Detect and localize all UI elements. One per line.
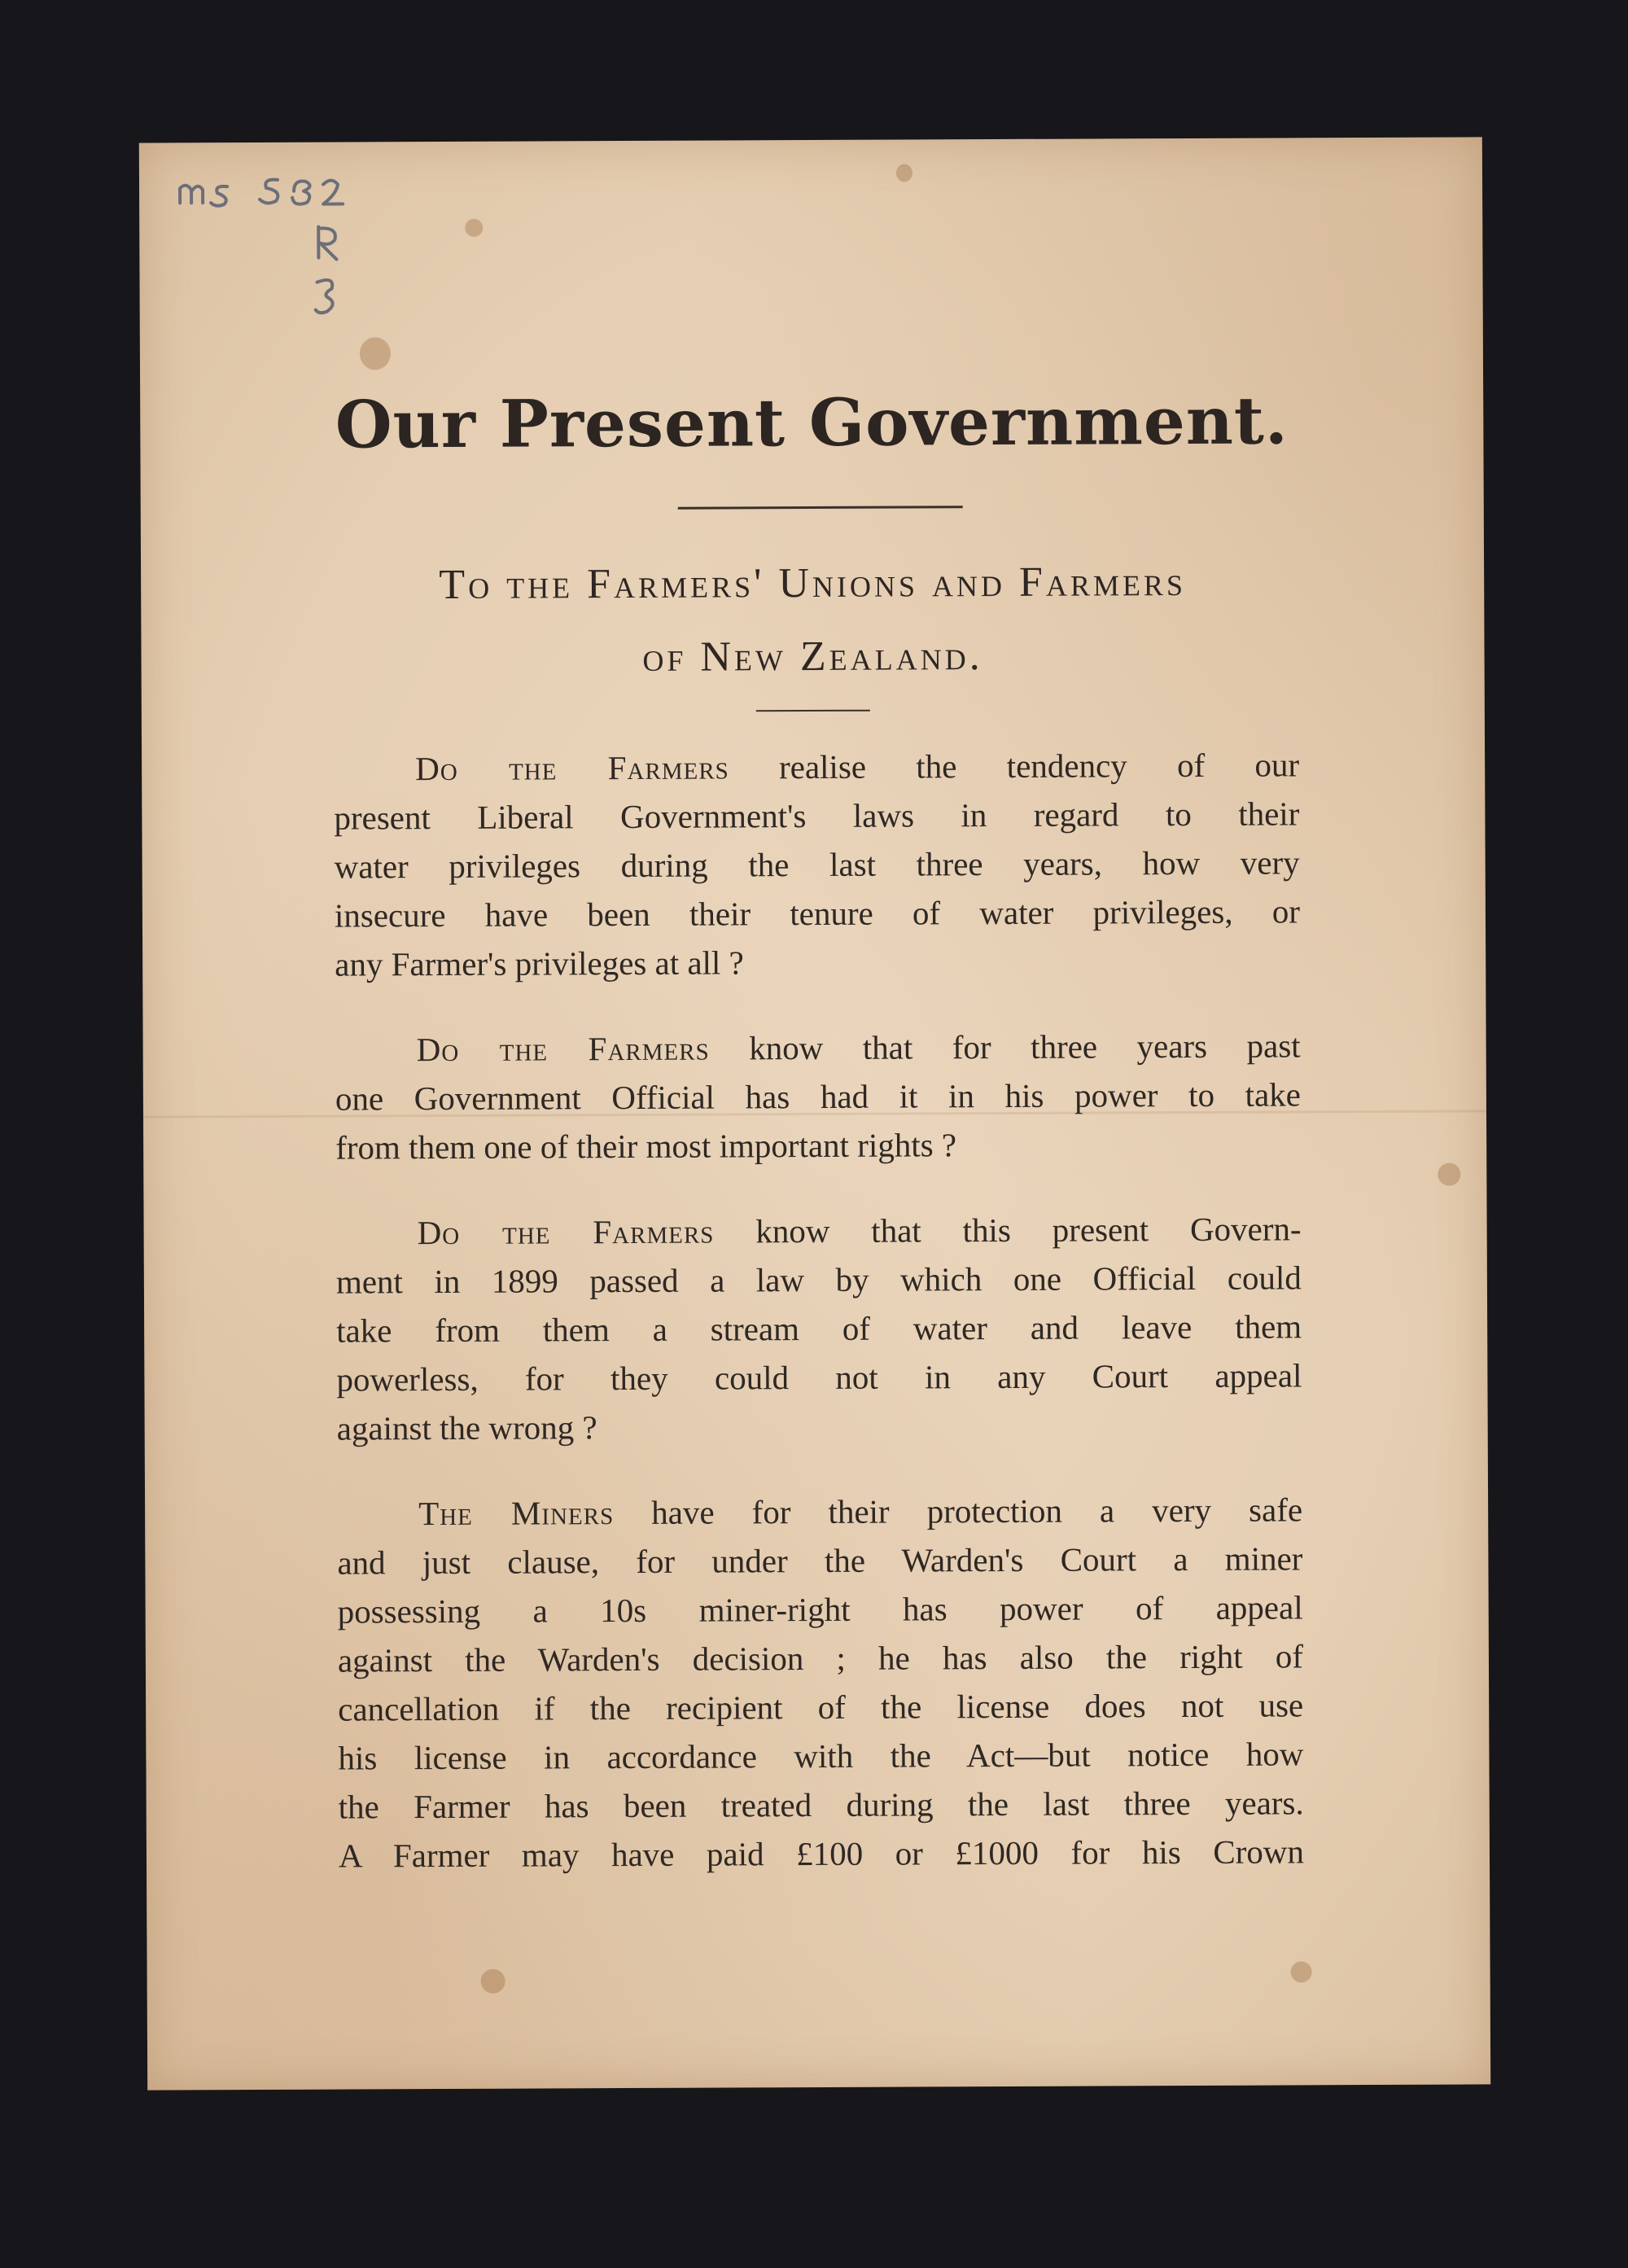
paragraph-line: ment in 1899 passed a law by which one Official could [335, 1259, 1302, 1301]
paper-stain [896, 164, 912, 182]
paragraph-line: cancellation if the recipient of the license does not use [338, 1686, 1304, 1728]
paragraph-line: against the Warden's decision ; he has also the right of [337, 1637, 1304, 1679]
paragraph-line [335, 1021, 1301, 1074]
paragraph-text: know that this present Govern- [714, 1210, 1302, 1250]
paragraph-lead-in: Do the Farmers [415, 748, 729, 788]
paragraph-line: A Farmer may have paid £100 or £1000 for his Crown [338, 1832, 1305, 1875]
paragraph [336, 1204, 1302, 1452]
document-page [139, 137, 1490, 2090]
paragraph-line: water privileges during the last three years, how very [334, 843, 1300, 886]
document-body [334, 740, 1304, 1916]
paragraph-line: present Liberal Government's laws in regard to their [334, 795, 1300, 837]
subtitle-line-1: To the Farmers' Unions and Farmers [439, 558, 1187, 609]
paragraph [337, 1485, 1304, 1880]
paragraph-line: insecure have been their tenure of water privileges, or [334, 892, 1301, 935]
paragraph-line: any Farmer's privileges at all ? [335, 944, 744, 983]
paper-stain [1438, 1163, 1460, 1186]
handwritten-reference-mark [164, 153, 392, 333]
paragraph-line: possessing a 10s miner-right has power of appeal [337, 1588, 1303, 1631]
paper-stain [360, 337, 391, 370]
paragraph-text: know that for three years past [709, 1027, 1301, 1067]
subtitle-line-2: of New Zealand. [642, 633, 983, 681]
document-title: Our Present Government. [335, 382, 1289, 463]
subtitle-divider-line [756, 710, 870, 712]
paragraph-line: take from them a stream of water and leave them [336, 1307, 1302, 1350]
paragraph-line [337, 1485, 1302, 1538]
document-subtitle [141, 544, 1485, 696]
paragraph-text: have for their protection a very safe [614, 1491, 1303, 1532]
paragraph-line: and just clause, for under the Warden's Court a miner [337, 1539, 1303, 1582]
paper-stain [465, 219, 483, 237]
paragraph [334, 740, 1300, 988]
paragraph-line: one Government Official has had it in his power to take [335, 1075, 1302, 1118]
paragraph-line [336, 1204, 1302, 1257]
paragraph [335, 1021, 1302, 1171]
paragraph-line [334, 740, 1299, 793]
paragraph-line: the Farmer has been treated during the last three years. [338, 1784, 1304, 1826]
paragraph-line: powerless, for they could not in any Court appeal [336, 1356, 1302, 1399]
paper-stain [1291, 1961, 1312, 1982]
paragraph-lead-in: The Miners [418, 1494, 615, 1533]
paragraph-text: realise the tendency of our [729, 746, 1300, 786]
paragraph-line: from them one of their most important rights ? [335, 1126, 957, 1167]
paragraph-line: his license in accordance with the Act—but notice how [338, 1735, 1304, 1777]
paragraph-lead-in: Do the Farmers [416, 1029, 710, 1069]
archive-reference-handwriting [164, 153, 392, 333]
paper-stain [481, 1969, 505, 1994]
paragraph-line: against the wrong ? [336, 1408, 597, 1447]
paragraph-lead-in: Do the Farmers [417, 1212, 715, 1252]
title-divider-line [678, 506, 963, 510]
